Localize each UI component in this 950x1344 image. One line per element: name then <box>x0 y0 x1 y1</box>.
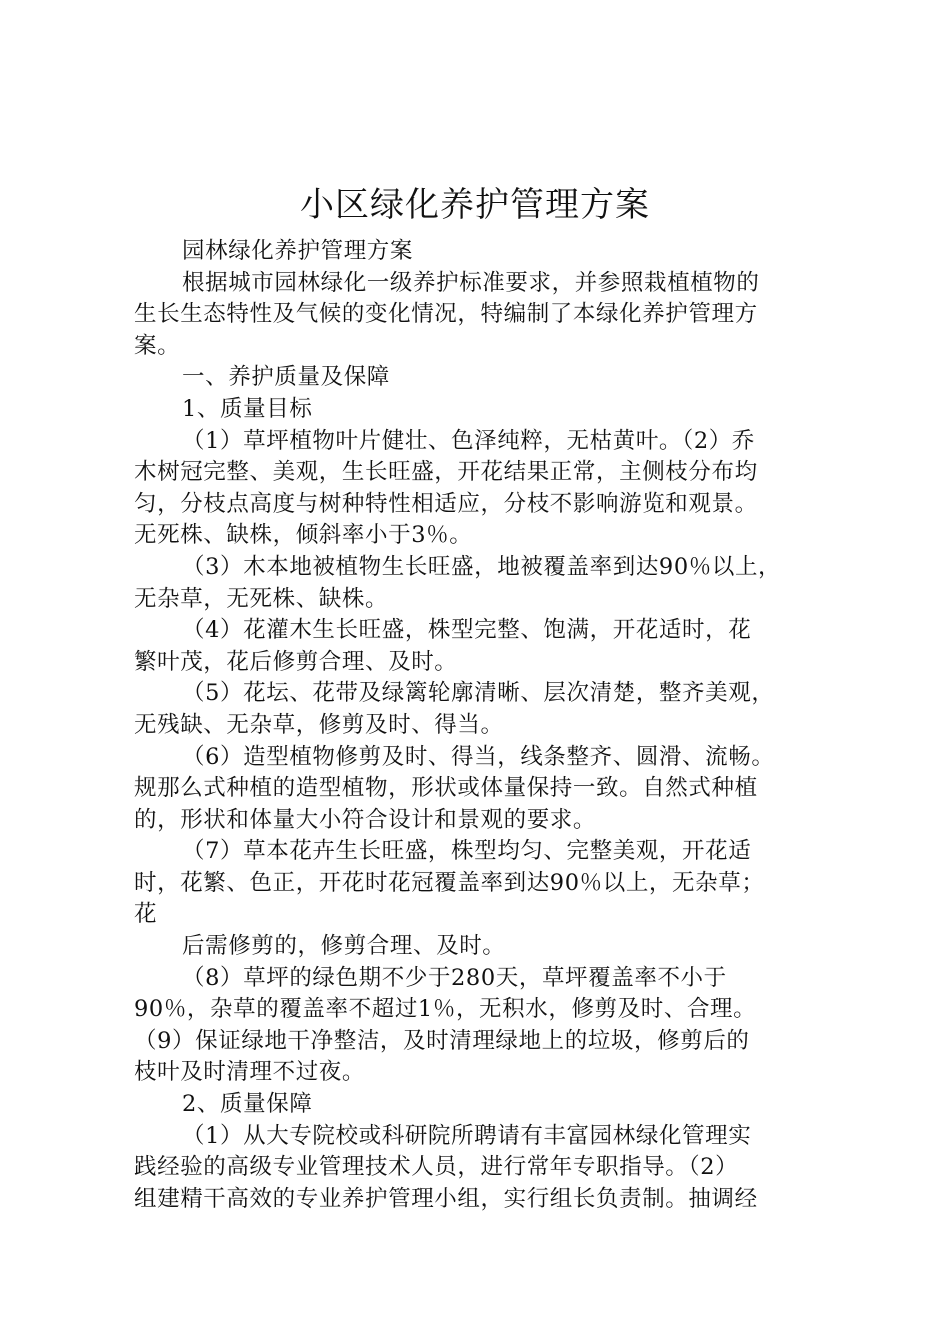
paragraph-line: 木树冠完整、美观，生长旺盛，开花结果正常，主侧枝分布均 <box>134 459 758 486</box>
subsection-heading: 1、质量目标 <box>182 395 313 422</box>
paragraph-line: 时，花繁、色正，开花时花冠覆盖率到达90％以上，无杂草； <box>134 869 765 896</box>
paragraph-line: （7）草本花卉生长旺盛，株型均匀、完整美观，开花适 <box>182 838 752 865</box>
paragraph-line: 花 <box>134 901 158 928</box>
paragraph-line: （9）保证绿地干净整洁，及时清理绿地上的垃圾，修剪后的 <box>134 1027 750 1054</box>
paragraph-line: 组建精干高效的专业养护管理小组，实行组长负责制。抽调经 <box>134 1185 758 1212</box>
paragraph-line: 的，形状和体量大小符合设计和景观的要求。 <box>134 806 597 833</box>
paragraph-line: （1）草坪植物叶片健壮、色泽纯粹，无枯黄叶。（2）乔 <box>182 427 755 454</box>
paragraph-line: 生长生态特性及气候的变化情况，特编制了本绿化养护管理方 <box>134 301 758 328</box>
document-body <box>134 236 834 1215</box>
paragraph-line: 践经验的高级专业管理技术人员，进行常年专职指导。（2） <box>134 1154 739 1181</box>
paragraph-line: （1）从大专院校或科研院所聘请有丰富园林绿化管理实 <box>182 1122 752 1149</box>
paragraph-line: 无残缺、无杂草，修剪及时、得当。 <box>134 711 504 738</box>
paragraph-line: 匀，分枝点高度与树种特性相适应，分枝不影响游览和观景。 <box>134 490 758 517</box>
paragraph-line: 后需修剪的，修剪合理、及时。 <box>182 933 506 960</box>
paragraph-line: （3）木本地被植物生长旺盛，地被覆盖率到达90％以上， <box>182 553 782 580</box>
paragraph-line: 枝叶及时清理不过夜。 <box>134 1059 366 1086</box>
subtitle-line: 园林绿化养护管理方案 <box>182 238 414 264</box>
paragraph-line: 规那么式种植的造型植物，形状或体量保持一致。自然式种植 <box>134 775 758 802</box>
paragraph-line: （5）花坛、花带及绿篱轮廓清晰、层次清楚，整齐美观， <box>182 680 775 707</box>
paragraph-line: 根据城市园林绿化一级养护标准要求，并参照栽植植物的 <box>182 269 760 296</box>
paragraph-line: （4）花灌木生长旺盛，株型完整、饱满，开花适时，花 <box>182 617 752 644</box>
paragraph-line: （8）草坪的绿色期不少于280天，草坪覆盖率不小于 <box>182 964 727 991</box>
paragraph-line: 无杂草，无死株、缺株。 <box>134 585 389 612</box>
section-heading: 一、养护质量及保障 <box>182 364 390 391</box>
document-title: 小区绿化养护管理方案 <box>300 185 650 225</box>
paragraph-line: 无死株、缺株，倾斜率小于3％。 <box>134 522 473 549</box>
paragraph-line: 90％，杂草的覆盖率不超过1％，无积水，修剪及时、合理。 <box>134 996 757 1023</box>
paragraph-line: 繁叶茂，花后修剪合理、及时。 <box>134 648 458 675</box>
paragraph-line: 案。 <box>134 332 181 359</box>
paragraph-line: （6）造型植物修剪及时、得当，线条整齐、圆滑、流畅。 <box>182 743 775 770</box>
subsection-heading: 2、质量保障 <box>182 1091 313 1118</box>
